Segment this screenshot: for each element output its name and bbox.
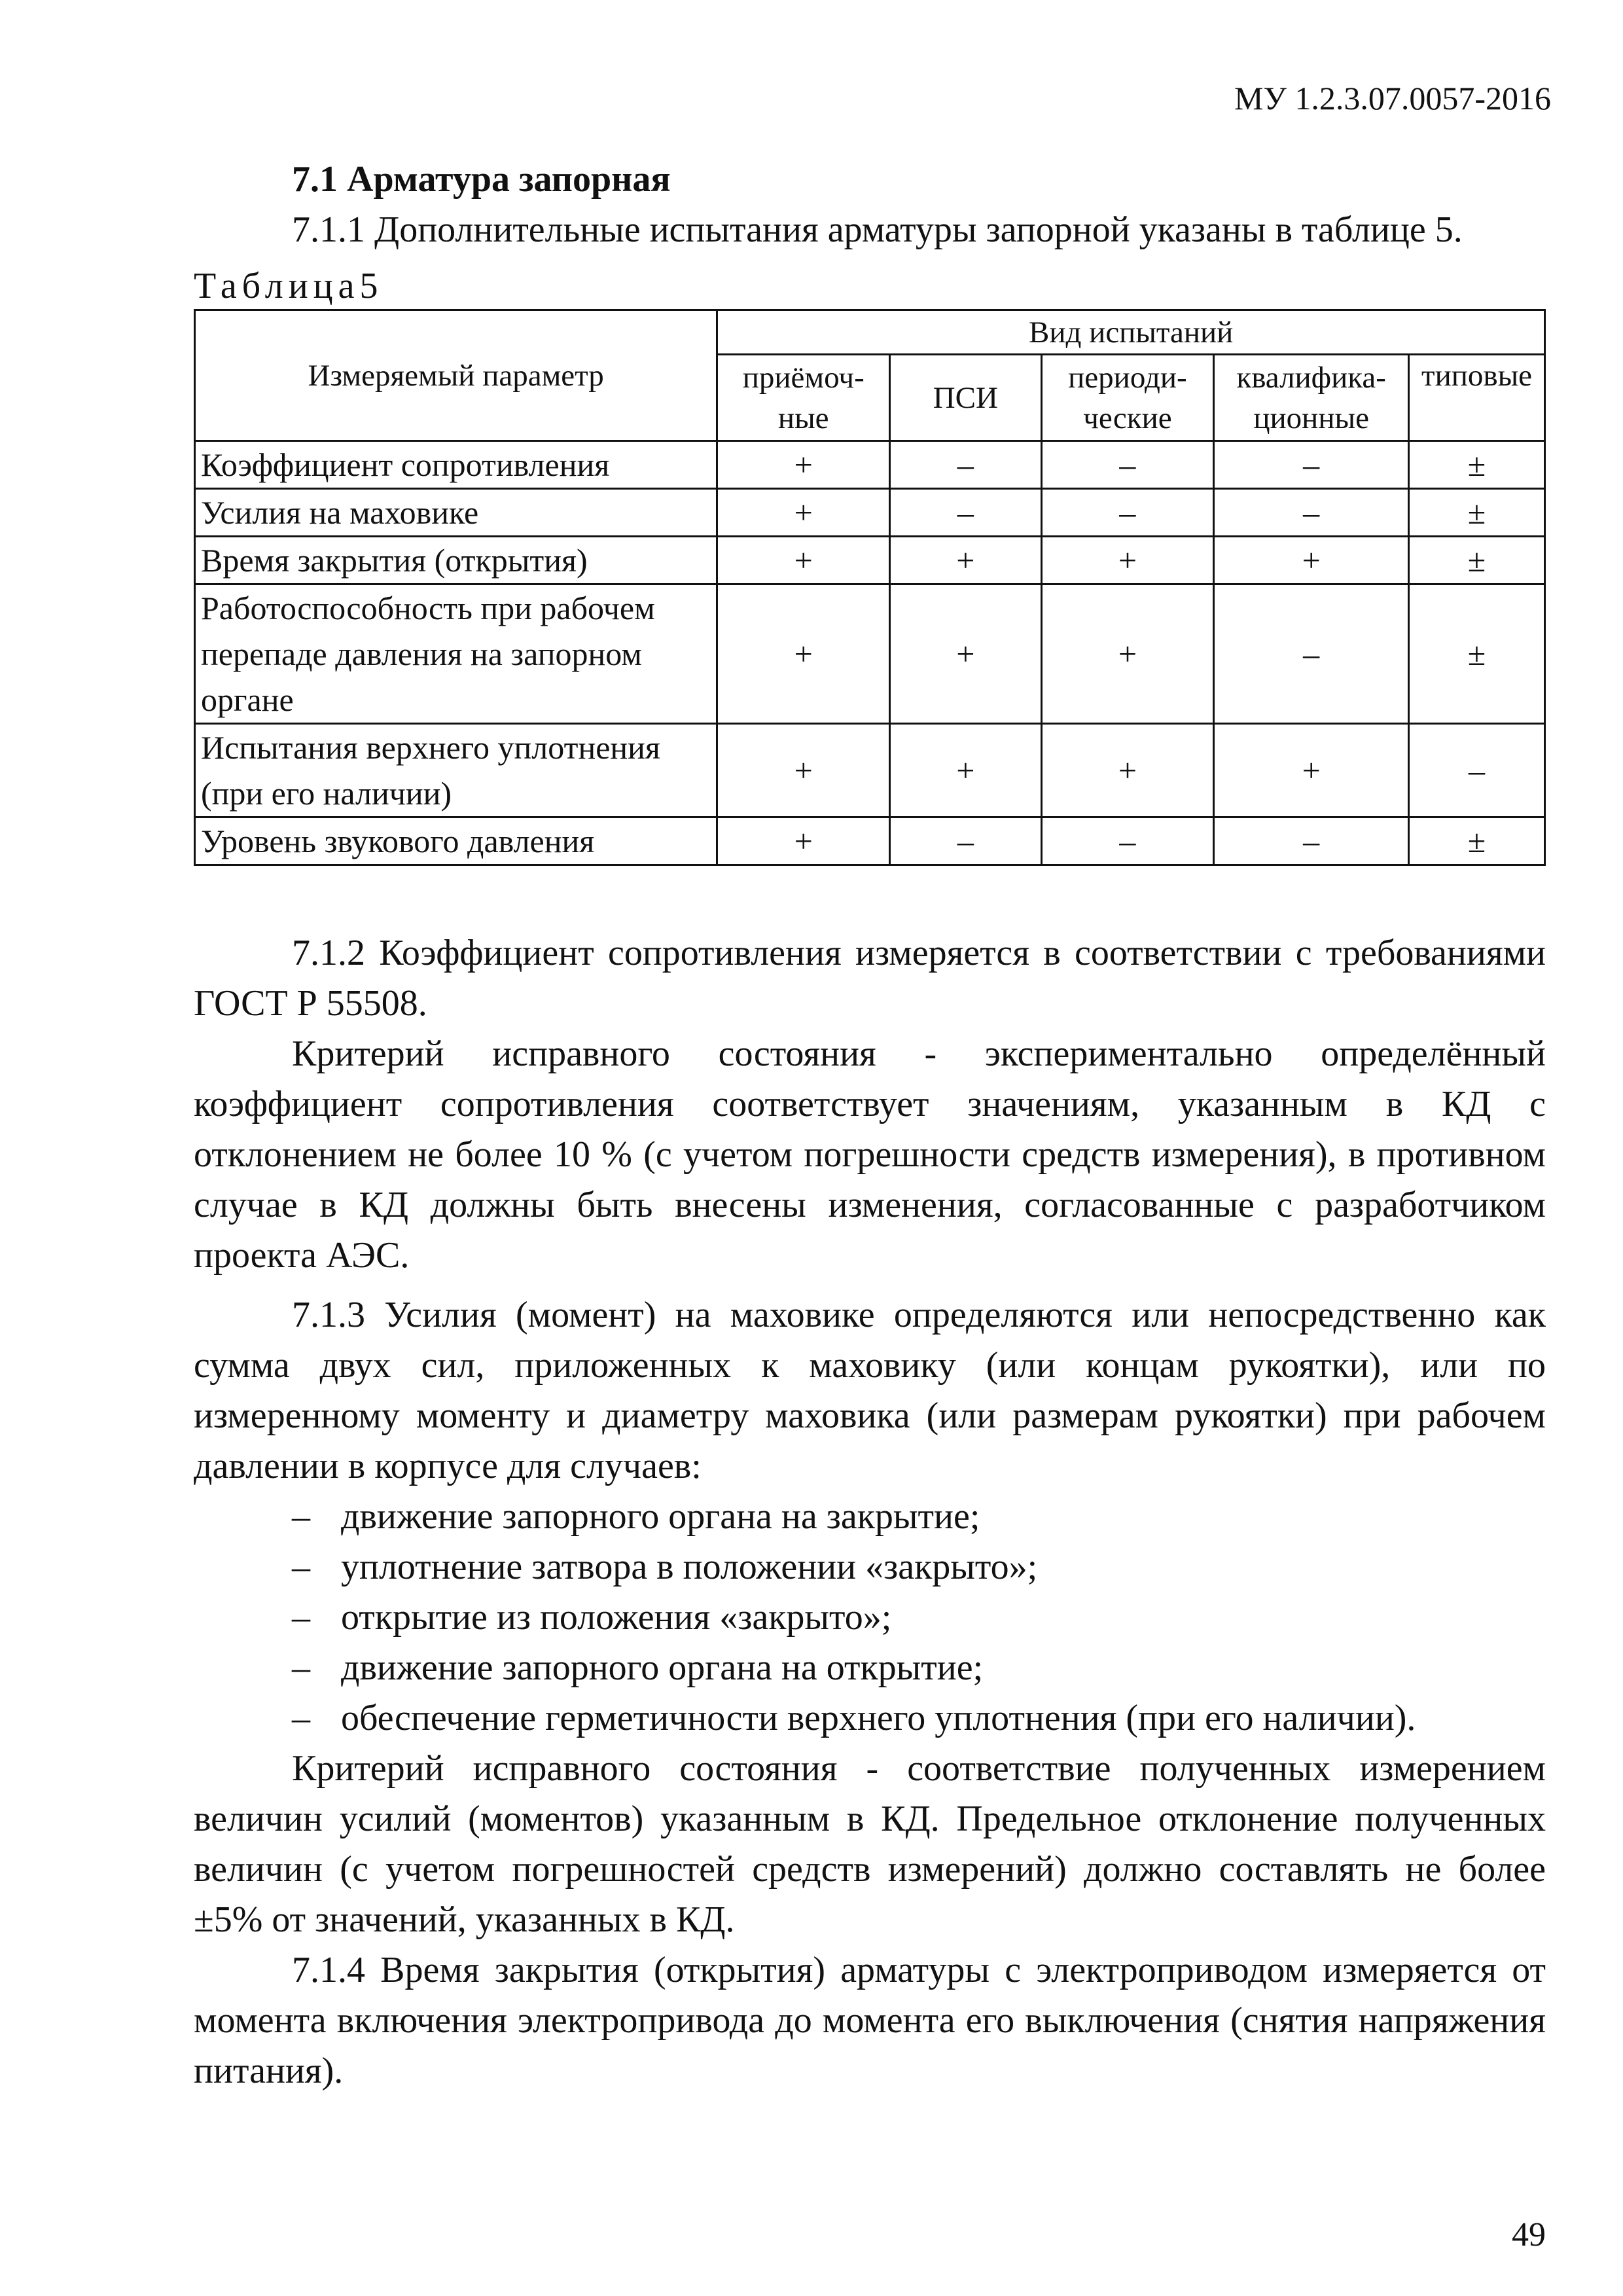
paragraph-7-1-1: 7.1.1 Дополнительные испытания арматуры запорной указаны в таблице 5. xyxy=(292,209,1463,250)
mark-cell: + xyxy=(1041,724,1214,817)
dash-icon: – xyxy=(292,1647,310,1688)
list-item-text: движение запорного органа на закрытие; xyxy=(341,1496,980,1537)
mark-cell: + xyxy=(717,537,890,584)
mark-cell: – xyxy=(1041,441,1214,489)
section-heading: 7.1 Арматура запорная xyxy=(292,159,671,200)
column-header-line: ционные xyxy=(1253,401,1369,435)
paragraph-criterion-2: Критерий исправного состояния - соответствие полученных измерением величин усилий (моментов) указанным в КД. Предельное отклонение полученных величин (с учетом погрешностей средств измерений) должно составлять не более ±5% от значений, указанных в КД. xyxy=(194,1748,1546,1940)
dash-icon: – xyxy=(292,1496,310,1537)
test-types-table xyxy=(194,309,1546,866)
mark-cell: – xyxy=(1409,724,1545,817)
mark-cell: – xyxy=(1214,584,1409,724)
mark-cell: – xyxy=(890,441,1041,489)
table-row xyxy=(195,537,1545,584)
table-caption: Таблица5 xyxy=(194,266,383,306)
column-header xyxy=(1409,355,1545,441)
page-content xyxy=(194,154,1546,2096)
mark-cell: + xyxy=(1214,537,1409,584)
test-types-header: Вид испытаний xyxy=(717,310,1545,355)
mark-cell: + xyxy=(1041,584,1214,724)
mark-cell: + xyxy=(890,724,1041,817)
mark-cell: – xyxy=(1041,489,1214,537)
param-cell: Работоспособность при рабочем перепаде давления на запорном органе xyxy=(195,584,717,724)
list-item xyxy=(194,1643,1546,1693)
mark-cell: – xyxy=(890,817,1041,865)
mark-cell: – xyxy=(1041,817,1214,865)
list-item-text: открытие из положения «закрыто»; xyxy=(341,1597,892,1638)
table-row xyxy=(195,724,1545,817)
mark-cell: ± xyxy=(1409,441,1545,489)
dash-icon: – xyxy=(292,1597,310,1638)
spacer xyxy=(194,866,1546,928)
list-item-text: движение запорного органа на открытие; xyxy=(341,1647,984,1688)
param-header: Измеряемый параметр xyxy=(195,310,717,441)
mark-cell: – xyxy=(890,489,1041,537)
mark-cell: – xyxy=(1214,441,1409,489)
param-cell: Коэффициент сопротивления xyxy=(195,441,717,489)
column-header-line: квалифика- xyxy=(1236,360,1386,395)
table-row xyxy=(195,817,1545,865)
list-item-text: уплотнение затвора в положении «закрыто»; xyxy=(341,1547,1038,1587)
document-code: МУ 1.2.3.07.0057-2016 xyxy=(1234,80,1551,117)
mark-cell: + xyxy=(1041,537,1214,584)
column-header-line: приёмоч- xyxy=(742,360,865,395)
list-item xyxy=(194,1492,1546,1542)
page-number: 49 xyxy=(1512,2216,1546,2253)
paragraph-criterion-1: Критерий исправного состояния - экспериментально определённый коэффициент сопротивления соответствует значениям, указанным в КД с отклонением не более 10 % (с учетом погрешности средств измерения), в противном случае в КД должны быть внесены изменения, согласованные с разработчиком проекта АЭС. xyxy=(194,1033,1546,1276)
cases-list xyxy=(194,1492,1546,1744)
column-header-line: периоди- xyxy=(1068,360,1187,395)
mark-cell: + xyxy=(717,724,890,817)
mark-cell: – xyxy=(1214,817,1409,865)
table-row xyxy=(195,584,1545,724)
dash-icon: – xyxy=(292,1547,310,1587)
param-cell: Испытания верхнего уплотнения (при его наличии) xyxy=(195,724,717,817)
list-item xyxy=(194,1693,1546,1744)
paragraph-7-1-3: 7.1.3 Усилия (момент) на маховике определяются или непосредственно как сумма двух сил, приложенных к маховику (или концам рукоятки), или по измеренному моменту и диаметру маховика (или размерам рукоятки) при рабочем давлении в корпусе для случаев: xyxy=(194,1295,1546,1486)
mark-cell: – xyxy=(1214,489,1409,537)
param-cell: Усилия на маховике xyxy=(195,489,717,537)
list-item xyxy=(194,1542,1546,1592)
column-header xyxy=(717,355,890,441)
table-row xyxy=(195,489,1545,537)
mark-cell: + xyxy=(717,584,890,724)
param-cell: Уровень звукового давления xyxy=(195,817,717,865)
mark-cell: + xyxy=(717,441,890,489)
paragraph-7-1-2: 7.1.2 Коэффициент сопротивления измеряется в соответствии с требованиями ГОСТ Р 55508. xyxy=(194,933,1546,1024)
column-header xyxy=(1214,355,1409,441)
table-row xyxy=(195,441,1545,489)
mark-cell: + xyxy=(717,817,890,865)
paragraph-7-1-4: 7.1.4 Время закрытия (открытия) арматуры с электроприводом измеряется от момента включения электропривода до момента его выключения (снятия напряжения питания). xyxy=(194,1950,1546,2091)
mark-cell: + xyxy=(1214,724,1409,817)
mark-cell: + xyxy=(717,489,890,537)
column-header-line: ные xyxy=(777,401,829,435)
column-header-line: типовые xyxy=(1421,359,1533,393)
param-cell: Время закрытия (открытия) xyxy=(195,537,717,584)
column-header xyxy=(890,355,1041,441)
list-item-text: обеспечение герметичности верхнего уплотнения (при его наличии). xyxy=(341,1698,1416,1738)
column-header xyxy=(1041,355,1214,441)
column-header-line: ПСИ xyxy=(933,380,998,415)
column-header-line: ческие xyxy=(1083,401,1172,435)
mark-cell: ± xyxy=(1409,584,1545,724)
mark-cell: ± xyxy=(1409,537,1545,584)
mark-cell: + xyxy=(890,537,1041,584)
dash-icon: – xyxy=(292,1698,310,1738)
list-item xyxy=(194,1592,1546,1643)
mark-cell: ± xyxy=(1409,489,1545,537)
mark-cell: + xyxy=(890,584,1041,724)
mark-cell: ± xyxy=(1409,817,1545,865)
